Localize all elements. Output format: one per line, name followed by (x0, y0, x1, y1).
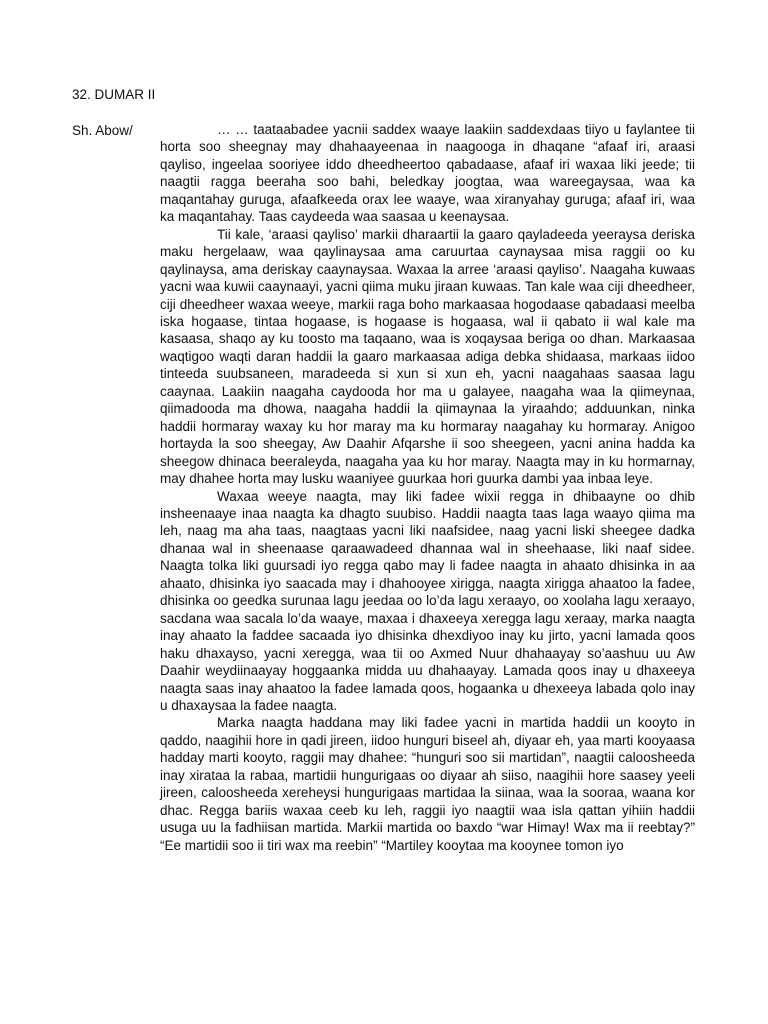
paragraph-1: … … taataabadee yacnii saddex waaye laakiin saddexdaas tiiyo u faylantee tii horta soo sheegnay may dhahaayeenaa in naagooga in dhaqane “afaaf iri, araasi qayliso, ingeelaa sooriyee iddo dheedheertoo qabadaase, afaaf iri waxaa liki jeede; tii naagtii ragga beeraha soo bahi, beledkay joogtaa, waa wareegaysaa, waa ka maqantahay guruga, afaafkeeda orax lee waaye, waa xiranyahay guruga; afaaf iri, waa ka maqantahay. Taas caydeeda waa saasaa u keenaysaa. (160, 122, 695, 225)
paragraph-2: Tii kale, ‘araasi qayliso’ markii dharaartii la gaaro qayladeeda yeeraysa deriska maku hergelaaw, waa qaylinaysaa ama caruurtaa caynaysaa misa raggii oo ku qaylinaysa, ama deriskay caaynaysaa. Waxaa la arree ‘araasi qayliso’. Naagaha kuwaas yacni waa kuwii caaynaayi, yacni qiima muku jiraan kuwaas. Tan kale waa ciji dheedheer, ciji dheedheer waxaa weeye, markii raga boho markaasaa hogodaase qabadaasi meelba iska hogaase, tintaa hogaase, is hogaase is hogaasa, wal ii qabato ii wal kale ma kasaasa, shaqo ay ku toosto ma taqaano, waa is xoqaysaa beriga oo dhan. Markaasaa waqtigoo waqti daran haddii la gaaro markaasaa adiga debka shidaasa, markaas iidoo tinteeda suubsaneen, maradeeda si xun si xun eh, yacni naagahaas saasaa lagu caaynaa. Laakiin naagaha caydooda hor ma u galayee, naagaha waa la qiimeynaa, qiimadooda ma dhowa, naagaha haddii la qiimaynaa la yiraahdo; adduunkan, ninka haddii hormaray waxay ku hor maray ma ku hormaray naagahay ku hormaray. Anigoo hortayda la soo sheegay, Aw Daahir Afqarshe ii soo sheegeen, yacni anina hadda ka sheegow dhinaca beeraleyda, naagaha yaa ku hor maray. Naagta may in ku hormarnay, may dhahee horta may lusku waaniyee guurkaa hori guurka dambi yaa inbaa leye. (160, 226, 695, 487)
paragraph-4: Marka naagta haddana may liki fadee yacni in martida haddii un kooyto in qaddo, naagihii hore in qadi jireen, iidoo hunguri biseel ah, diyaar eh, yaa marti kooyaasa hadday marti kooyto, raggii may dhahee: “hunguri soo sii martidan”, naagtii caloosheeda inay xirataa la rabaa, martidii hungurigaas oo diyaar ah siiso, naagihii hore saasey yeeli jireen, caloosheeda xereheysi hungurigaas martidaa la siinaa, waa la sooraa, waana kor dhac. Regga bariis waxaa ceeb ku leh, raggii iyo naagtii waa isla qattan yihiin haddii usuga uu la fadhiisan martida. Markii martida oo baxdo “war Himay! Wax ma ii reebtay?” “Ee martidii soo ii tiri wax ma reebin” “Martiley kooytaa ma kooynee tomon iyo (160, 715, 695, 853)
transcript-body (160, 121, 695, 854)
speaker-label: Sh. Abow/ (72, 123, 133, 138)
paragraph-3: Waxaa weeye naagta, may liki fadee wixii regga in dhibaayne oo dhib insheenaaye inaa naagta ka dhagto suubiso. Haddii naagta taas laga waayo qiima ma leh, naag ma aha taas, naagtaas yacni liki naafsidee, naag yacni liski sheegee dadka dhanaa wal in sheenaase qaraawadeed dhannaa wal in sheehaase, liki naaf sidee. Naagta tolka liki guursadi iyo regga qabo may li fadee naagta in ahaato dhisinka in aa ahaato, dhisinka iyo saacada may i dhahooyee xirigga, naagta xirigga ahaatoo la fadee, dhisinka oo geedka surunaa lagu jeedaa oo lo’da lagu xeraayo, oo xoolaha lagu xeraayo, sacdana waa sacala lo’da waaye, maxaa i dhaxeeya xeregga lagu xeraay, marka naagta inay ahaato la faddee sacaada iyo dhisinka dhexdiyoo inay ku jirto, yacni lamada qoos haku dhaxayso, yacni xeregga, waa tii oo Axmed Nuur dhahaayay so’aashuu uu Aw Daahir weydiinaayay hoggaanka midda uu dhahaayay. Lamada qoos inay u dhaxeeya naagta saas inay ahaatoo la fadee lamada qoos, hogaanka u dhexeeya labada qolo inay u dhaxaysaa la fadee naagta. (160, 488, 695, 713)
document-title: 32. DUMAR II (72, 87, 156, 102)
